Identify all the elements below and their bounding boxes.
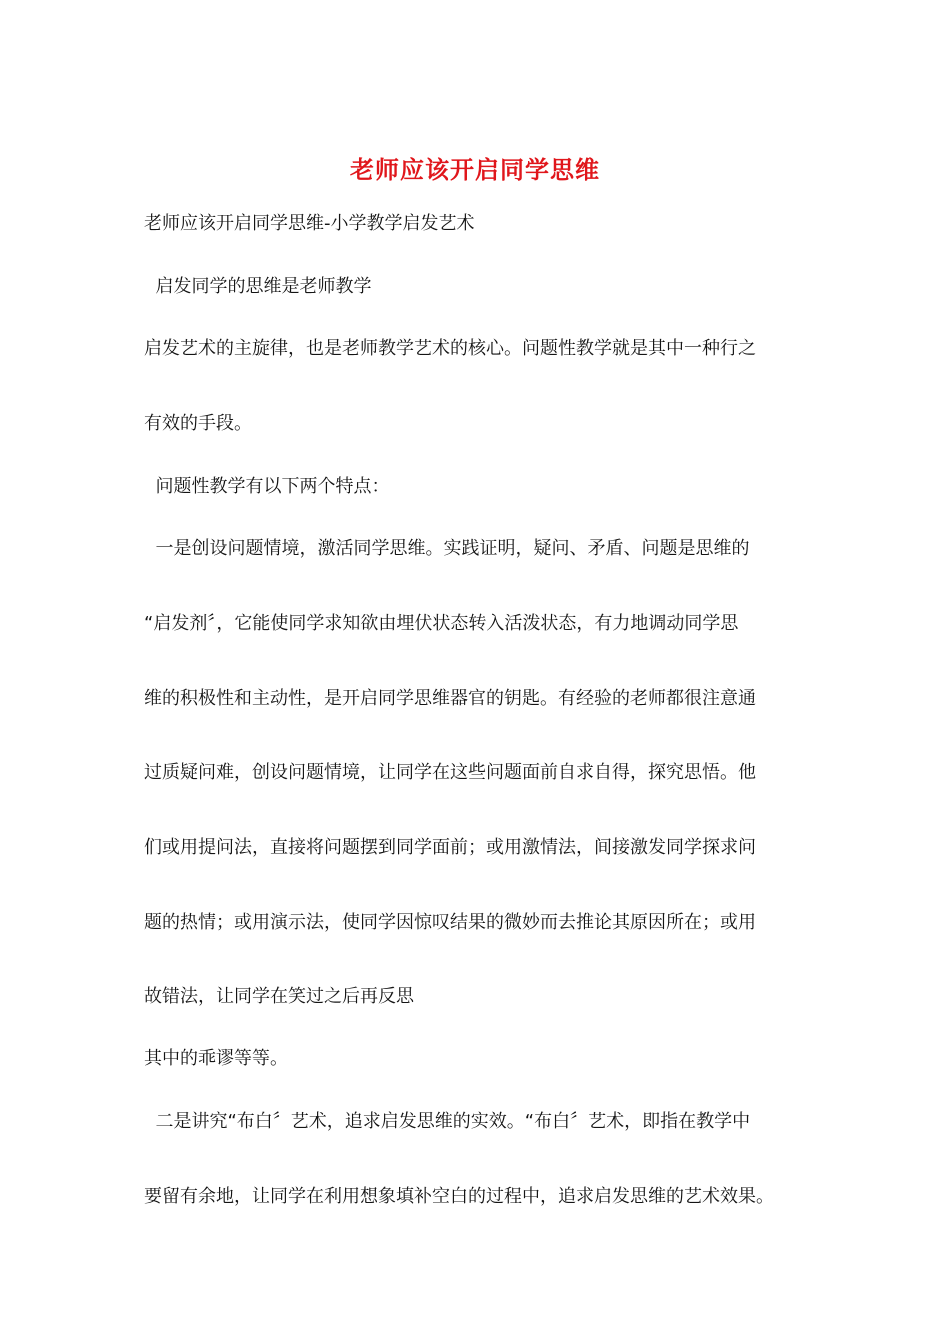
paragraph-line: 维的积极性和主动性，是开启同学思维器官的钥匙。有经验的老师都很注意通: [144, 688, 756, 709]
paragraph-line: 其中的乖谬等等。: [144, 1048, 288, 1069]
paragraph-line: 故错法，让同学在笑过之后再反思: [144, 986, 414, 1007]
subtitle-line: 老师应该开启同学思维-小学教学启发艺术: [144, 213, 475, 234]
paragraph-line: 启发同学的思维是老师教学: [144, 276, 372, 297]
paragraph-line: 题的热情；或用演示法，使同学因惊叹结果的微妙而去推论其原因所在；或用: [144, 912, 756, 933]
paragraph-line: 问题性教学有以下两个特点：: [144, 476, 390, 497]
paragraph-line: “启发剂〞，它能使同学求知欲由埋伏状态转入活泼状态，有力地调动同学思: [144, 613, 739, 634]
paragraph-line: 过质疑问难，创设问题情境，让同学在这些问题面前自求自得，探究思悟。他: [144, 762, 756, 783]
paragraph-line: 有效的手段。: [144, 413, 252, 434]
paragraph-line: 启发艺术的主旋律，也是老师教学艺术的核心。问题性教学就是其中一种行之: [144, 338, 756, 359]
paragraph-line: 们或用提问法，直接将问题摆到同学面前；或用激情法，间接激发同学探求问: [144, 837, 756, 858]
paragraph-line: 二是讲究“布白〞艺术，追求启发思维的实效。“布白〞艺术，即指在教学中: [144, 1111, 751, 1132]
paragraph-line: 要留有余地，让同学在利用想象填补空白的过程中，追求启发思维的艺术效果。: [144, 1186, 774, 1207]
document-title: 老师应该开启同学思维: [350, 155, 600, 184]
paragraph-line: 一是创设问题情境，激活同学思维。实践证明，疑问、矛盾、问题是思维的: [144, 538, 750, 559]
